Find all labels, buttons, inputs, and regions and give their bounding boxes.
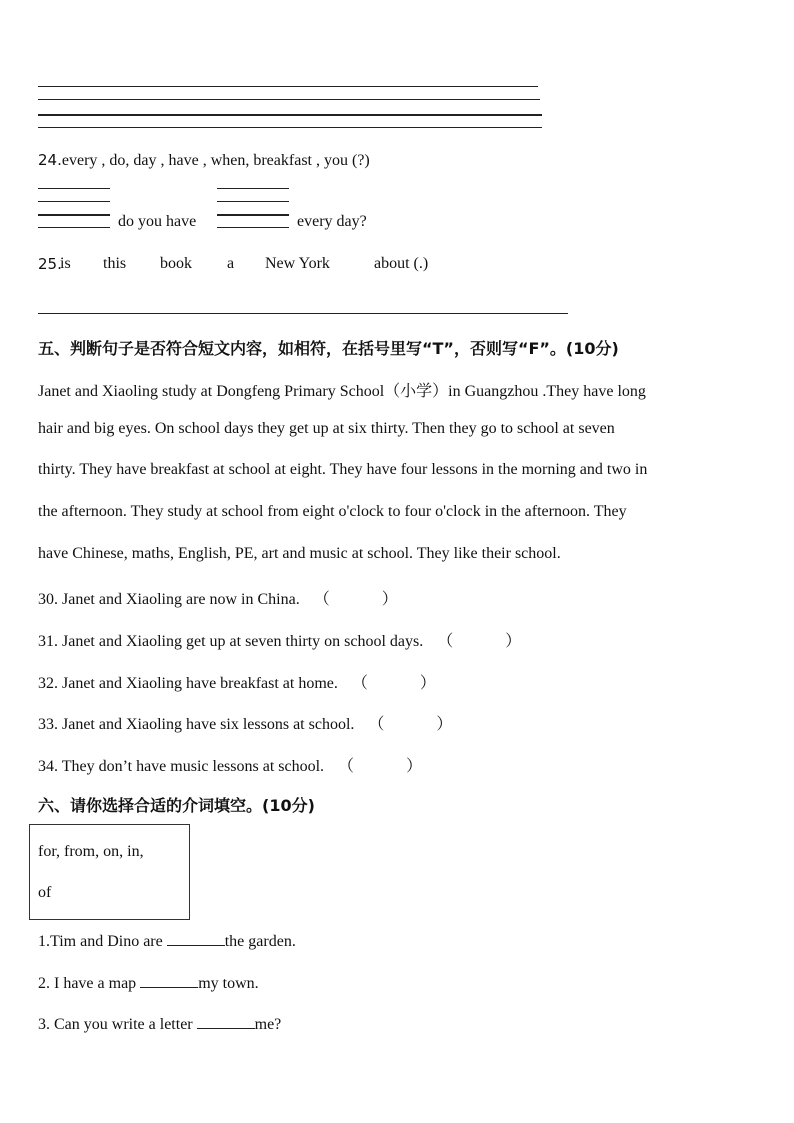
q25-word: about (.) <box>374 255 429 272</box>
fill-blank[interactable] <box>140 973 198 988</box>
q25-word: this <box>103 255 127 272</box>
question-text: 33. Janet and Xiaoling have six lessons at school. <box>38 716 355 733</box>
q24-mid-text: do you have <box>118 213 197 230</box>
answer-paren[interactable]: （ ） <box>351 675 436 692</box>
passage-line: hair and big eyes. On school days they get up at six thirty. Then they go to school at seven <box>38 420 615 437</box>
q25-word: is <box>60 255 71 272</box>
q24-blank-1a <box>38 188 110 189</box>
question-25-number: 25. <box>38 255 62 273</box>
section-5-heading: 五、判断句子是否符合短文内容，如相符，在括号里写“T”，否则写“F”。(10分) <box>38 339 619 358</box>
question-number: 24. <box>38 151 62 169</box>
answer-paren[interactable]: （ ） <box>338 758 423 775</box>
question-text: 30. Janet and Xiaoling are now in China. <box>38 591 300 608</box>
judge-question-30 <box>38 586 398 609</box>
answer-line-4 <box>38 127 542 128</box>
q24-end-text: every day? <box>297 213 367 230</box>
judge-question-32 <box>38 670 436 693</box>
q25-word: New York <box>265 255 330 272</box>
q24-blank-1b <box>38 201 110 202</box>
q24-blank-2d <box>217 227 289 228</box>
question-text: 34. They don’t have music lessons at school. <box>38 758 325 775</box>
answer-line-3 <box>38 114 542 116</box>
passage-line: thirty. They have breakfast at school at eight. They have four lessons in the morning and two in <box>38 461 648 478</box>
q24-blank-2c <box>217 214 289 216</box>
passage-line: the afternoon. They study at school from eight o'clock to four o'clock in the afternoon. They <box>38 503 627 520</box>
question-words: every , do, day , have , when, breakfast , you (?) <box>61 152 370 169</box>
fill-blank[interactable] <box>167 931 225 946</box>
judge-question-31 <box>38 628 521 651</box>
answer-paren[interactable]: （ ） <box>437 633 522 650</box>
q25-word: a <box>227 255 235 272</box>
question-text: 32. Janet and Xiaoling have breakfast at home. <box>38 675 338 692</box>
word-box <box>29 824 190 920</box>
word-box-line: for, from, on, in, <box>38 843 144 860</box>
judge-question-34 <box>38 753 422 776</box>
answer-line-2 <box>38 99 540 100</box>
fill-question-2: 2. I have a map my town. <box>38 975 259 992</box>
passage-line: Janet and Xiaoling study at Dongfeng Primary School（小学）in Guangzhou .They have long <box>38 383 646 400</box>
fill-question-3: 3. Can you write a letter me? <box>38 1016 282 1033</box>
question-text: 31. Janet and Xiaoling get up at seven thirty on school days. <box>38 633 424 650</box>
answer-line-1 <box>38 86 538 87</box>
section-6-heading: 六、请你选择合适的介词填空。(10分) <box>38 796 315 815</box>
q24-blank-2a <box>217 188 289 189</box>
answer-paren[interactable]: （ ） <box>368 716 453 733</box>
answer-paren[interactable]: （ ） <box>313 591 398 608</box>
q24-blank-1d <box>38 227 110 228</box>
passage-line: have Chinese, maths, English, PE, art and music at school. They like their school. <box>38 545 561 562</box>
fill-blank[interactable] <box>197 1014 255 1029</box>
word-box-line: of <box>38 884 52 901</box>
q25-answer-line <box>38 313 568 314</box>
q24-blank-2b <box>217 201 289 202</box>
q25-word: book <box>160 255 192 272</box>
q24-blank-1c <box>38 214 110 216</box>
question-24 <box>38 151 370 170</box>
fill-question-1: 1.Tim and Dino are the garden. <box>38 933 296 950</box>
judge-question-33 <box>38 711 452 734</box>
